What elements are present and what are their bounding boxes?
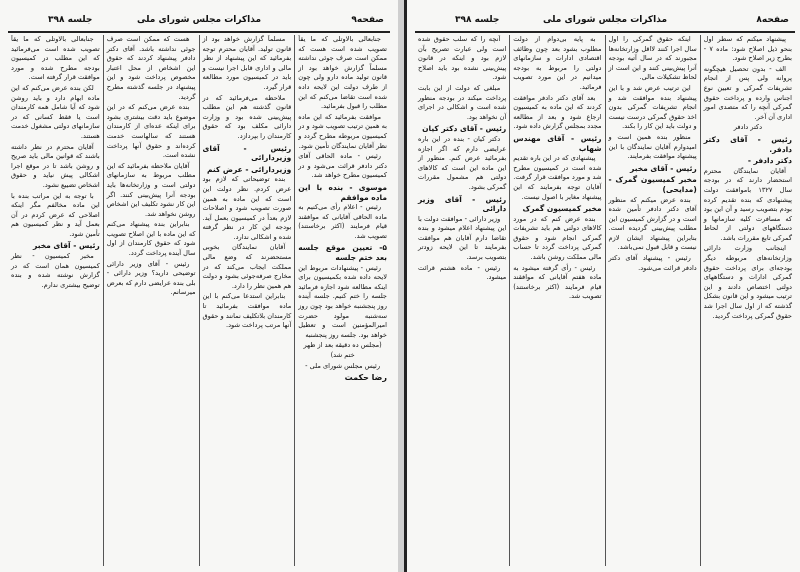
text-column — [700, 35, 795, 566]
publication-title: مذاکرات مجلس شورای ملی — [542, 15, 668, 25]
paragraph: این ترتیب عرض شد و با این پیشنهاد بنده موافقت شد و انجام تشریفات گمرکی بدون اخذ حقوق گمرکی درست نیست و دولت باید این کار را بکند. — [608, 83, 697, 131]
paragraph: بنده توضیحاتی که لازم بود عرض کردم. نظر دولت این است که این ماده به همین صورت تصویب شود و اصلاحات لازم بعداً در کمیسیون بعمل آید. بودجه این کار در نظر گرفته شده و اشکالی ندارد. — [202, 175, 292, 241]
header-rule — [415, 31, 795, 33]
speaker-heading: ۵- تعیین موقع جلسه بعد ختم جلسه — [298, 243, 387, 263]
paragraph: مسلماً گزارش خواهد بود از قانون تولید. آقایان محترم توجه بفرمائید که این پیشنهاد از نظر مالی و اداری قابل اجرا نیست و باید در کمیسیون مورد مطالعه قرار گیرد. — [202, 35, 292, 91]
paragraph: جنابعالی بالاوتلی که ما یقاً تصویب شده است هست که ممکن است صرف جوئی نداشته مسلماً گزارش خواهد بود از قانون تولید ماده دارو ولی چون از طرف دولت این لایحه داده شده است تقاضا می‌کنم که این مطلب را قبول بفرمائید. — [298, 35, 387, 111]
paragraph: آنچه را که سلب حقوق شده است ولی عبارت تصریح بآن لازم بود و اینکه در قانون پیش‌بینی نشده بود باید اصلاح شود. — [418, 35, 507, 82]
paragraph: به پایه بی‌دوام از دولت مطلوب بشود بعد چون وظائف اقتصادی ادارات و سازمانهای دولتی را مربوط به بودجه میدانیم در این مورد تصویب فرمائید. — [513, 35, 602, 91]
session-number: جلسه ۳۹۸ — [48, 15, 93, 25]
paragraph: آقایان نمایندگان بخوبی مستحضرند که وضع مالی مملکت ایجاب می‌کند که در مخارج صرفه‌جوئی بشود و دولت هم همین نظر را دارد. — [202, 243, 292, 290]
paragraph: با توجه به این مراتب بنده با این ماده مخالفم مگر اینکه اصلاحی که عرض کردم در آن بعمل آید و نظر کمیسیون هم تأمین شود. — [11, 191, 100, 238]
speaker-heading: مخبر کمیسیون گمرک — [522, 204, 602, 214]
paragraph: الف - بدون تحصیل هیچگونه پروانه ولی پس از انجام تشریفات گمرکی و تعیین نوع اجناس وارده و پرداخت حقوق گمرکی آنچه را که متصدی امور اداری آن آخر. — [703, 64, 792, 121]
paragraph: مخبر کمیسیون - نظر کمیسیون همان است که در گزارش نوشته شده و بنده توضیح بیشتری ندارم. — [11, 252, 100, 289]
paragraph: پیشنهاد میکنم که سطر اول بنحو ذیل اصلاح شود: ماده ۷ - بطرح زیر اصلاح شود. — [703, 35, 792, 63]
paragraph: پیشنهادی که در این باره تقدیم شده است در کمیسیون مطرح شد و مورد موافقت قرار گرفت. آقایان توجه بفرمایند که این پیشنهاد مغایر با اصول نیست. — [513, 154, 602, 201]
left-page — [0, 0, 398, 572]
paragraph: بعد آقای دکتر دادفر موافقت کردند که این ماده به کمیسیون ارجاع شود و بعد از مطالعه مجدد بمجلس گزارش داده شود. — [513, 93, 602, 131]
paragraph: آقایان نمایندگان محترم استحضار دارند که در بودجه سال ۱۳۲۷ باموافقت دولت پیشنهادی که بنده تقدیم کرده بودم بتصویب رسید و آن این بود که مسافرت کلیه سازمانها و دستگاههای دولتی از لحاظ گمرکی تابع مقررات باشد. — [703, 166, 792, 242]
text-column — [294, 35, 390, 566]
text-column — [415, 35, 509, 566]
paragraph: هست که ممکن است صرف جوئی نداشته باشد. آقای دکتر دادفر پیشنهاد کردند که حقوق این اشخاص از محل اعتبار مخصوص پرداخت شود و این پیشنهاد در جلسه گذشته مطرح گردید. — [106, 35, 196, 101]
speaker-heading: رئیس - آقای وزیر دارائی — [418, 194, 507, 214]
paragraph: رئیس - اعلام رأی می‌کنیم به ماده الحاقی آقایانی که موافقند قیام فرمایند (اکثر برخاستند) تصویب شد. — [298, 203, 387, 240]
paragraph: آقایان محترم در نظر داشته باشند که قوانین مالی باید صریح و روشن باشد تا در موقع اجرا اشکالی پیش نیاید و حقوق اشخاص تضییع نشود. — [11, 142, 100, 189]
speaker-heading: رئیس - آقای مهندس شهاب — [513, 133, 602, 153]
text-columns — [8, 35, 390, 566]
page-header — [8, 12, 390, 30]
paragraph: ملاحظه می‌فرمائید که در قانون گذشته هم این مطلب پیش‌بینی شده بود و وزارت دارائی مکلف بود که حقوق کارمندان را بپردازد. — [202, 93, 292, 140]
paragraph: دکتر دادفر — [733, 123, 763, 132]
speaker-heading: مخبر کمیسیون گمرک - (مدایحی) — [608, 175, 697, 194]
paragraph: رئیس - پیشنهادات مربوط این لایحه داده شده بکمیسیون برای اینکه مطالعه شود اجازه فرمائید جلسه را ختم کنیم. جلسه آینده روز پنجشنبه خواهد بود چون روز سه‌شنبه مولود حضرت امیرالمؤمنین است و تعطیل خواهد بود. جلسه روز پنجشنبه — [298, 263, 387, 339]
paragraph: رئیس - رأی گرفته میشود به ماده هفتم آقایانی که موافقند قیام فرمایند (اکثر برخاستند) تصویب شد. — [513, 263, 602, 301]
page-number: صفحه۸ — [756, 15, 789, 25]
speaker-heading: رئیس - آقای وزیردارائی — [202, 143, 292, 163]
paragraph: مبلغی که دولت از این بابت پرداخت میکند در بودجه منظور شده است و اشکالی در اجرای آن نخواهد بود. — [418, 83, 507, 121]
paragraph: رئیس - ماده هشتم قرائت میشود. — [418, 263, 507, 282]
header-rule — [8, 31, 390, 33]
paragraph: رئیس - آقای وزیر دارائی توضیحی دارید؟ وزیر دارائی - بلی بنده عرایضی دارم که بعرض میرسانم. — [106, 259, 196, 297]
paragraph: بنده عرض می‌کنم که در این موضوع باید دقت بیشتری بشود برای اینکه عده‌ای از کارمندان هستند که سالهاست خدمت کرده‌اند و حقوق آنها پرداخت نشده است. — [106, 103, 196, 160]
speaker-heading: دکتر دادفر - — [747, 156, 792, 166]
paragraph: آقایان ملاحظه بفرمائید که این مطلب مربوط به سازمانهای دولتی است و وزارتخانه‌ها باید بودجه آنرا پیش‌بینی کنند. اگر این کار نشود تکلیف این اشخاص روشن نخواهد شد. — [106, 161, 196, 218]
paragraph: بنابراین استدعا می‌کنم با این ماده موافقت بفرمائید تا کارمندان بلاتکلیف نمانند و حقوق آنها مرتب پرداخت شود. — [202, 292, 292, 330]
paragraph: لکن بنده عرض می‌کنم که این ماده ابهام دارد و باید روشن شود که آیا شامل همه کارمندان است یا فقط کسانی که در سازمانهای دولتی مشغول خدمت هستند. — [11, 83, 100, 140]
paragraph: جنابعالی بالاوتلی که ما یقاً تصویب شده است می‌فرمائید که این مطلب در کمیسیون بودجه مطرح شده و مورد موافقت قرار گرفته است. — [11, 35, 100, 82]
paragraph: اینکه حقوق گمرکی را اول سال اجرا کنند لااقل وزارتخانه‌ها مجبورند که در سال آتیه بودجه آنرا پیش‌بینی کنند و این است از لحاظ تشکیلات مالی. — [608, 35, 697, 82]
paragraph: رئیس - ماده الحاقی آقای دکتر دادفر قرائت می‌شود و در کمیسیون مطرح خواهد شد. — [298, 152, 387, 180]
speaker-heading: رئیس - آقای مخبر — [33, 241, 100, 251]
paragraph: بنابراین بنده پیشنهاد می‌کنم که این ماده با این اصلاح تصویب شود که حقوق کارمندان از اول سال آینده پرداخت گردد. — [106, 220, 196, 258]
page-number: صفحه۹ — [351, 15, 384, 25]
publication-title: مذاکرات مجلس شورای ملی — [136, 15, 262, 25]
paragraph: رئیس - پیشنهاد آقای دکتر دادفر قرائت می‌شود. — [608, 254, 697, 272]
paragraph: دکتر کیان - بنده در این باره عرایضی دارم که اگر اجازه بفرمائید عرض کنم. منظور از این ماده این است که کالاهای دولتی هم مشمول مقررات گمرکی بشود. — [418, 134, 507, 191]
speaker-heading: رئیس - آقای مخبر — [630, 163, 697, 173]
text-column — [509, 35, 604, 566]
signature: رضا حکمت — [344, 373, 387, 383]
text-column — [103, 35, 199, 566]
paragraph: وزیر دارائی - موافقت دولت با این پیشنهاد اعلام میشود و بنده تقاضا دارم آقایان هم موافقت بفرمایند تا این لایحه زودتر بتصویب برسد. — [418, 214, 507, 262]
page-header — [415, 12, 795, 30]
paragraph: رئیس مجلس شورای ملی - — [305, 361, 381, 370]
text-column — [605, 35, 700, 566]
paragraph: اینجانب وزارت دارائی وزارتخانه‌های مربوطه دیگر بودجه‌ای برای پرداخت حقوق گمرکی ادارات و دستگاههای دولتی اختصاص دادند و این ترتیب میشود و این قانون بشکل گذشته که از اول سال اجرا شد حقوق گمرکی پرداخت گردید. — [703, 244, 792, 320]
speaker-heading: رئیس - آقای دکتر دادفر. — [703, 134, 792, 154]
right-page — [404, 0, 800, 572]
text-column — [199, 35, 295, 566]
paragraph: بنده عرض کنم که در مورد کالاهای دولتی هم باید تشریفات گمرکی انجام شود و حقوق گمرکی پرداخت گردد تا حساب مالی مملکت روشن باشد. — [513, 214, 602, 262]
paragraph: منظور بنده همین است و امیدوارم آقایان نمایندگان با این پیشنهاد موافقت بفرمایند. — [608, 132, 697, 161]
speaker-heading: وزیردارائی - عرض کنم — [206, 164, 292, 174]
paragraph: موافقت بفرمائید که این ماده به همین ترتیب تصویب شود و در کمیسیون مربوطه مطرح گردد و نظر آقایان نمایندگان تأمین شود. — [298, 112, 387, 150]
paragraph: (مجلس ده دقیقه بعد از ظهر ختم شد) — [303, 341, 382, 359]
paragraph: بنده عرض میکنم که منظور آقای دکتر دادفر تأمین شده است و در گزارش کمیسیون این مطلب پیش‌بینی گردیده است. بنابراین پیشنهاد ایشان لازم نیست و قابل قبول نمی‌باشد. — [608, 195, 697, 252]
text-column — [8, 35, 103, 566]
session-number: جلسه ۳۹۸ — [455, 15, 500, 25]
text-columns — [415, 35, 795, 566]
speaker-heading: رئیس - آقای دکتر کیان — [422, 124, 507, 134]
speaker-heading: موسوی - بنده با این ماده موافقم — [298, 182, 387, 202]
